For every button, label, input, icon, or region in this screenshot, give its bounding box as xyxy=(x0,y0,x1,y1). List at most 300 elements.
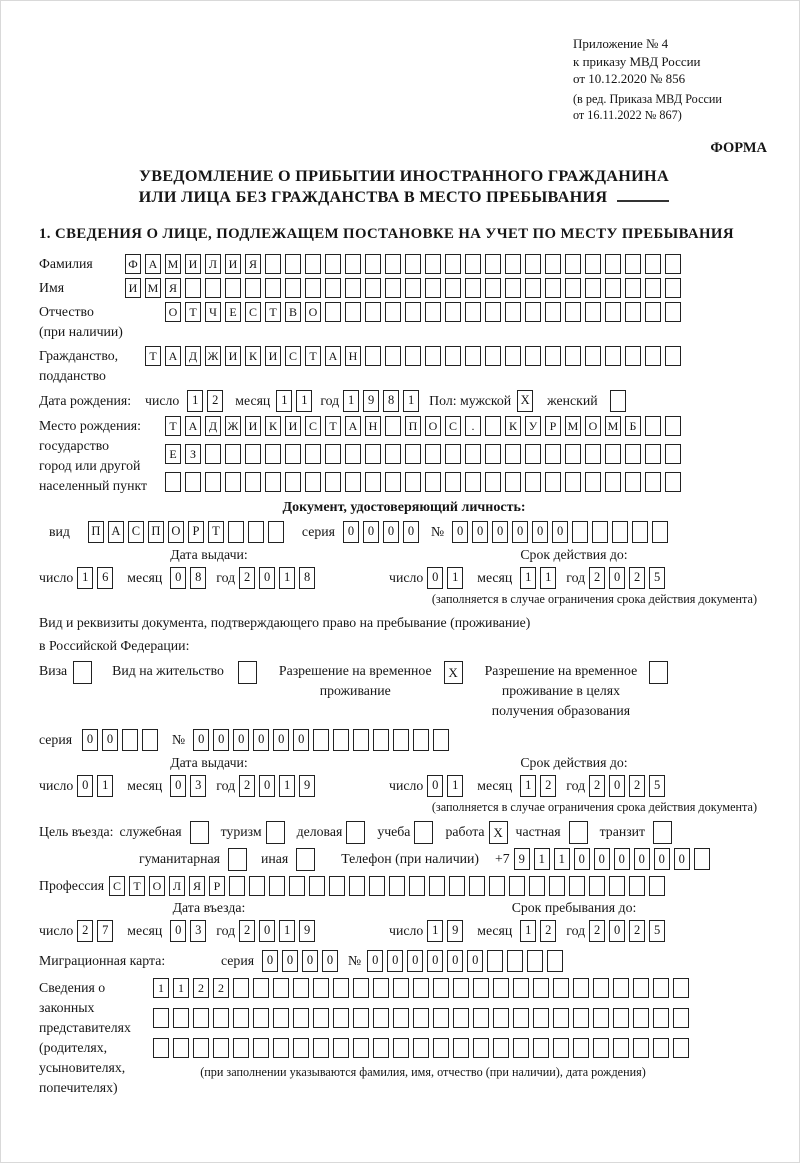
representatives-label-line3: представителях xyxy=(39,1019,131,1035)
form-cell xyxy=(605,302,621,322)
citizenship-row xyxy=(39,346,769,386)
form-cell xyxy=(433,1038,449,1058)
birth-place-label-line2: государство xyxy=(39,437,110,453)
form-cell xyxy=(305,472,321,492)
mig-series-cells xyxy=(262,950,342,972)
form-cell: 0 xyxy=(427,775,443,797)
form-cell xyxy=(589,876,605,896)
issue-date-heading: Дата выдачи: xyxy=(170,754,248,770)
residence-permit-option xyxy=(112,661,261,684)
mig-series-label: серия xyxy=(221,952,255,968)
form-cell xyxy=(365,472,381,492)
year-label: год xyxy=(216,777,236,793)
form-cell: К xyxy=(265,416,281,436)
form-cell: 9 xyxy=(363,390,379,412)
form-title-line1: УВЕДОМЛЕНИЕ О ПРИБЫТИИ ИНОСТРАННОГО ГРАЖДАНИНА xyxy=(139,166,669,185)
residence-doc-line1: Вид и реквизиты документа, подтверждающего право на пребывание (проживание) xyxy=(39,614,531,630)
temp-residence-edu-label xyxy=(485,661,638,721)
form-cell: 0 xyxy=(262,950,278,972)
form-cell xyxy=(253,1038,269,1058)
form-cell xyxy=(493,1038,509,1058)
form-cell xyxy=(505,472,521,492)
patronymic-cells xyxy=(165,302,685,322)
form-cell: Н xyxy=(365,416,381,436)
id-issue-day-cells xyxy=(77,567,117,589)
form-cell xyxy=(573,1008,589,1028)
residence-doc-dates xyxy=(39,755,769,797)
form-cell: 2 xyxy=(239,920,255,942)
form-cell xyxy=(333,1008,349,1028)
form-cell xyxy=(425,302,441,322)
form-cell xyxy=(629,876,645,896)
form-cell: 0 xyxy=(77,775,93,797)
form-cell xyxy=(525,254,541,274)
temp-residence-option xyxy=(279,661,467,701)
revision-line-1: (в ред. Приказа МВД России xyxy=(573,91,722,106)
form-cell xyxy=(673,1038,689,1058)
form-cell: С xyxy=(128,521,144,543)
form-cell xyxy=(665,416,681,436)
form-cell xyxy=(645,444,661,464)
form-cell: П xyxy=(148,521,164,543)
form-cell xyxy=(293,978,309,998)
form-cell xyxy=(585,444,601,464)
form-title xyxy=(39,166,769,208)
form-cell xyxy=(465,254,481,274)
year-label: год xyxy=(566,569,586,585)
form-cell: 9 xyxy=(447,920,463,942)
form-cell xyxy=(545,346,561,366)
form-cell: Р xyxy=(188,521,204,543)
form-cell xyxy=(165,472,181,492)
form-cell xyxy=(305,254,321,274)
form-cell: 0 xyxy=(427,950,443,972)
form-cell xyxy=(325,254,341,274)
issue-date-heading: Дата выдачи: xyxy=(170,546,248,562)
form-cell xyxy=(385,444,401,464)
sex-male-checkbox xyxy=(517,390,537,412)
form-cell: О xyxy=(168,521,184,543)
form-cell: 0 xyxy=(213,729,229,751)
entry-date-col xyxy=(39,900,379,942)
form-cell xyxy=(353,1008,369,1028)
title-blank-underline xyxy=(617,187,669,202)
res-issue-month-cells xyxy=(170,775,210,797)
month-label: месяц xyxy=(127,569,163,585)
form-cell: О xyxy=(149,876,165,896)
form-cell xyxy=(509,876,525,896)
temp-residence-edu-checkbox xyxy=(649,661,672,684)
form-cell: 9 xyxy=(514,848,530,870)
form-cell xyxy=(527,950,543,972)
form-cell xyxy=(393,729,409,751)
form-cell xyxy=(325,444,341,464)
purpose-study-checkbox xyxy=(414,821,437,844)
form-cell xyxy=(649,661,668,684)
surname-row xyxy=(39,254,769,274)
form-cell: 2 xyxy=(540,775,556,797)
form-cell: 2 xyxy=(589,567,605,589)
form-cell: 0 xyxy=(273,729,289,751)
form-cell xyxy=(613,1038,629,1058)
form-cell xyxy=(313,1038,329,1058)
form-cell xyxy=(385,472,401,492)
valid-until-heading: Срок действия до: xyxy=(520,754,628,770)
form-cell: 1 xyxy=(187,390,203,412)
form-cell xyxy=(229,876,245,896)
form-cell: Ч xyxy=(205,302,221,322)
visa-option xyxy=(39,661,96,684)
form-cell xyxy=(228,848,247,871)
form-cell: 0 xyxy=(574,848,590,870)
form-cell xyxy=(373,1008,389,1028)
form-cell xyxy=(569,876,585,896)
form-cell xyxy=(565,302,581,322)
form-cell: А xyxy=(185,416,201,436)
temp-residence-label-line2: проживание xyxy=(319,682,391,698)
birth-date-label: Дата рождения: xyxy=(39,392,132,408)
birth-place-rows xyxy=(165,416,685,492)
form-cell: К xyxy=(505,416,521,436)
form-cell: Р xyxy=(209,876,225,896)
id-issue-year-cells xyxy=(239,567,319,589)
form-cell xyxy=(585,346,601,366)
form-cell xyxy=(445,278,461,298)
representatives-label-line5: усыновителях, xyxy=(39,1059,126,1075)
patronymic-label-line2: (при наличии) xyxy=(39,323,123,339)
form-cell xyxy=(345,472,361,492)
given-name-cells xyxy=(125,278,685,298)
form-cell: 3 xyxy=(190,775,206,797)
form-cell xyxy=(289,876,305,896)
form-cell xyxy=(485,416,501,436)
form-cell xyxy=(425,346,441,366)
form-cell: 2 xyxy=(193,978,209,998)
birth-date-row xyxy=(39,390,769,412)
purpose-official-label: служебная xyxy=(119,824,182,839)
form-cell: X xyxy=(489,821,508,844)
id-valid-day-cells xyxy=(427,567,467,589)
form-cell: 2 xyxy=(589,920,605,942)
form-cell: М xyxy=(605,416,621,436)
form-cell xyxy=(225,472,241,492)
form-cell xyxy=(285,472,301,492)
form-cell: 0 xyxy=(193,729,209,751)
form-cell xyxy=(313,978,329,998)
form-cell: 0 xyxy=(233,729,249,751)
form-cell: П xyxy=(88,521,104,543)
form-cell: Я xyxy=(245,254,261,274)
form-cell xyxy=(122,729,138,751)
form-cell: М xyxy=(145,278,161,298)
form-cell xyxy=(493,978,509,998)
form-cell xyxy=(649,876,665,896)
form-cell xyxy=(253,978,269,998)
form-cell xyxy=(238,661,257,684)
form-cell: 0 xyxy=(82,729,98,751)
day-label: число xyxy=(39,922,74,938)
res-issue-day-cells xyxy=(77,775,117,797)
entry-stay-dates xyxy=(39,900,769,942)
form-cell: Я xyxy=(189,876,205,896)
month-label: месяц xyxy=(127,777,163,793)
birth-place-label xyxy=(39,416,165,496)
form-cell: Ж xyxy=(225,416,241,436)
form-cell xyxy=(573,978,589,998)
form-cell xyxy=(553,1038,569,1058)
form-cell xyxy=(653,978,669,998)
form-label: ФОРМА xyxy=(710,139,767,156)
form-cell xyxy=(465,278,481,298)
form-cell: У xyxy=(525,416,541,436)
form-cell xyxy=(547,950,563,972)
purpose-study-label: учеба xyxy=(377,824,411,839)
form-cell xyxy=(190,821,209,844)
form-cell xyxy=(572,521,588,543)
form-cell xyxy=(385,346,401,366)
form-cell xyxy=(549,876,565,896)
temp-residence-edu-label-line1: Разрешение на временное xyxy=(484,662,638,678)
residence-valid-group xyxy=(379,775,769,797)
form-title-line2-wrap xyxy=(39,187,769,208)
form-cell: Р xyxy=(545,416,561,436)
form-cell: А xyxy=(108,521,124,543)
form-cell: А xyxy=(165,346,181,366)
form-cell xyxy=(268,521,284,543)
form-cell: Т xyxy=(165,416,181,436)
form-cell xyxy=(585,472,601,492)
identity-doc-type-row xyxy=(39,521,769,543)
form-cell: 1 xyxy=(403,390,419,412)
purpose-transit-label: транзит xyxy=(599,824,646,839)
form-cell: 1 xyxy=(343,390,359,412)
form-cell xyxy=(389,876,405,896)
identity-doc-heading: Документ, удостоверяющий личность: xyxy=(282,499,526,515)
form-cell xyxy=(245,278,261,298)
form-cell: 9 xyxy=(299,920,315,942)
form-cell xyxy=(485,302,501,322)
form-cell: С xyxy=(245,302,261,322)
year-label: год xyxy=(216,569,236,585)
form-cell xyxy=(205,278,221,298)
form-cell xyxy=(585,254,601,274)
form-cell xyxy=(365,254,381,274)
residence-doc-type-row xyxy=(39,661,769,721)
form-cell xyxy=(609,876,625,896)
form-cell xyxy=(453,978,469,998)
form-cell: 2 xyxy=(629,567,645,589)
form-cell: 0 xyxy=(343,521,359,543)
form-cell: Д xyxy=(205,416,221,436)
form-cell xyxy=(605,254,621,274)
form-cell xyxy=(233,1008,249,1028)
form-cell xyxy=(365,278,381,298)
form-cell xyxy=(505,444,521,464)
form-cell: Е xyxy=(225,302,241,322)
form-cell: Д xyxy=(185,346,201,366)
temp-residence-label xyxy=(279,661,432,701)
form-cell: 0 xyxy=(293,729,309,751)
form-cell xyxy=(605,278,621,298)
form-cell: 1 xyxy=(520,775,536,797)
form-cell xyxy=(273,1008,289,1028)
form-cell xyxy=(485,254,501,274)
form-cell: 0 xyxy=(614,848,630,870)
form-cell xyxy=(673,978,689,998)
form-cell: Б xyxy=(625,416,641,436)
birth-place-label-line4: населенный пункт xyxy=(39,477,148,493)
entry-date-group xyxy=(39,920,379,942)
form-cell: 1 xyxy=(173,978,189,998)
form-cell: В xyxy=(285,302,301,322)
form-cell: 0 xyxy=(609,775,625,797)
id-valid-year-cells xyxy=(589,567,669,589)
day-label: число xyxy=(39,569,74,585)
form-cell xyxy=(665,444,681,464)
form-cell: 1 xyxy=(279,775,295,797)
temp-residence-edu-option xyxy=(485,661,673,721)
form-cell xyxy=(473,1008,489,1028)
id-issue-month-cells xyxy=(170,567,210,589)
form-cell xyxy=(507,950,523,972)
form-cell xyxy=(233,1038,249,1058)
form-cell xyxy=(465,346,481,366)
res-valid-day-cells xyxy=(427,775,467,797)
form-cell xyxy=(610,390,626,412)
form-cell xyxy=(305,444,321,464)
form-cell xyxy=(694,848,710,870)
res-series-label: серия xyxy=(39,731,73,747)
form-cell xyxy=(593,1008,609,1028)
form-cell: 5 xyxy=(649,775,665,797)
form-cell: 1 xyxy=(153,978,169,998)
year-label: год xyxy=(566,922,586,938)
purpose-other-checkbox xyxy=(296,848,319,871)
year-label: год xyxy=(566,777,586,793)
form-cell xyxy=(465,472,481,492)
form-cell xyxy=(273,978,289,998)
form-cell: 5 xyxy=(649,920,665,942)
appendix-block xyxy=(573,35,769,124)
form-cell xyxy=(473,1038,489,1058)
form-title-line2: ИЛИ ЛИЦА БЕЗ ГРАЖДАНСТВА В МЕСТО ПРЕБЫВАНИЯ xyxy=(138,187,608,206)
form-cell: 0 xyxy=(259,920,275,942)
form-cell xyxy=(505,278,521,298)
form-cell xyxy=(185,278,201,298)
form-cell xyxy=(525,346,541,366)
form-cell xyxy=(185,472,201,492)
form-cell: Т xyxy=(145,346,161,366)
form-cell xyxy=(365,346,381,366)
representatives-label-line1: Сведения о xyxy=(39,979,106,995)
form-cell: 0 xyxy=(170,775,186,797)
form-cell xyxy=(285,444,301,464)
stay-day-cells xyxy=(427,920,467,942)
form-cell xyxy=(625,472,641,492)
form-cell xyxy=(296,848,315,871)
form-cell: 8 xyxy=(299,567,315,589)
form-cell xyxy=(485,278,501,298)
res-valid-year-cells xyxy=(589,775,669,797)
identity-valid-col xyxy=(379,547,769,589)
form-cell xyxy=(485,346,501,366)
phone-cells xyxy=(514,848,714,870)
form-cell xyxy=(473,978,489,998)
form-cell xyxy=(553,978,569,998)
temp-residence-edu-label-line2: проживание в целях xyxy=(501,682,620,698)
form-cell: 8 xyxy=(383,390,399,412)
form-cell: Ф xyxy=(125,254,141,274)
form-cell xyxy=(465,444,481,464)
form-cell xyxy=(269,876,285,896)
form-cell: 0 xyxy=(302,950,318,972)
purpose-business-checkbox xyxy=(346,821,369,844)
form-cell xyxy=(425,444,441,464)
form-cell xyxy=(653,1038,669,1058)
phone-label: Телефон (при наличии) xyxy=(341,851,480,866)
migration-card-label: Миграционная карта: xyxy=(39,952,166,968)
form-cell xyxy=(493,1008,509,1028)
form-cell xyxy=(445,254,461,274)
form-cell: 1 xyxy=(296,390,312,412)
form-cell xyxy=(325,302,341,322)
entry-purpose-row2 xyxy=(139,848,769,871)
form-cell xyxy=(645,302,661,322)
form-cell xyxy=(213,1008,229,1028)
day-label: число xyxy=(389,777,424,793)
form-cell: 0 xyxy=(467,950,483,972)
form-cell xyxy=(633,978,649,998)
appendix-line-3: от 10.12.2020 № 856 xyxy=(573,71,686,86)
form-cell: 0 xyxy=(552,521,568,543)
form-cell xyxy=(265,472,281,492)
form-cell: 2 xyxy=(77,920,93,942)
form-cell: 1 xyxy=(447,567,463,589)
form-cell xyxy=(653,1008,669,1028)
form-cell xyxy=(353,978,369,998)
form-cell xyxy=(414,821,433,844)
form-cell xyxy=(345,254,361,274)
form-cell: 0 xyxy=(512,521,528,543)
form-cell xyxy=(385,302,401,322)
representatives-label-line4: (родителях, xyxy=(39,1039,108,1055)
birth-month-label: месяц xyxy=(235,392,271,408)
form-cell: 1 xyxy=(554,848,570,870)
form-cell xyxy=(293,1038,309,1058)
id-series-label: серия xyxy=(301,523,335,539)
form-cell xyxy=(385,416,401,436)
form-cell xyxy=(612,521,628,543)
form-cell xyxy=(393,978,409,998)
form-cell xyxy=(565,254,581,274)
form-cell xyxy=(205,444,221,464)
form-cell xyxy=(645,254,661,274)
form-cell xyxy=(305,278,321,298)
birth-place-label-line1: Место рождения: xyxy=(39,417,141,433)
form-cell xyxy=(545,444,561,464)
form-cell: 5 xyxy=(649,567,665,589)
res-series-cells xyxy=(82,729,162,751)
form-cell xyxy=(665,302,681,322)
day-label: число xyxy=(389,922,424,938)
form-cell: И xyxy=(225,346,241,366)
form-cell xyxy=(333,1038,349,1058)
form-cell xyxy=(413,1008,429,1028)
form-cell xyxy=(645,416,661,436)
form-cell xyxy=(213,1038,229,1058)
form-cell: 2 xyxy=(629,920,645,942)
form-cell: 0 xyxy=(259,775,275,797)
